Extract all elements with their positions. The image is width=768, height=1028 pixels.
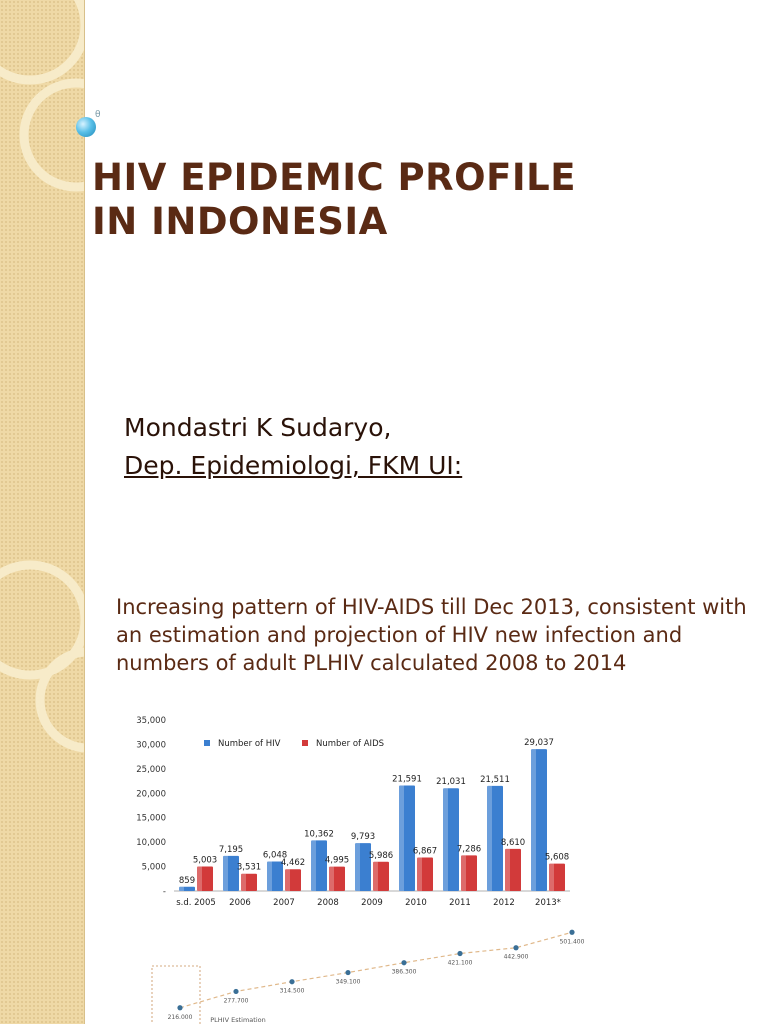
aids-bar-highlight bbox=[241, 874, 246, 891]
plhiv-point bbox=[401, 960, 406, 965]
aids-data-label: 3,531 bbox=[236, 862, 262, 873]
decorative-side-panel bbox=[0, 0, 85, 1024]
bar-chart-svg bbox=[122, 712, 578, 912]
plhiv-data-label: 314.500 bbox=[279, 987, 305, 995]
hiv-bar-highlight bbox=[355, 843, 360, 891]
y-tick-label: 10,000 bbox=[136, 838, 166, 849]
plhiv-point bbox=[569, 930, 574, 935]
hiv-bar-highlight bbox=[267, 861, 272, 891]
aids-bar-highlight bbox=[285, 869, 290, 891]
x-tick-label: 2011 bbox=[449, 898, 471, 908]
y-tick-label: 15,000 bbox=[136, 813, 166, 824]
x-tick-label: 2009 bbox=[361, 898, 383, 908]
plhiv-data-label: 442.900 bbox=[503, 953, 529, 961]
decorative-arcs bbox=[0, 0, 84, 1024]
plhiv-data-label: 501.400 bbox=[559, 938, 585, 946]
hiv-data-label: 9,793 bbox=[350, 832, 376, 843]
hiv-data-label: 7,195 bbox=[218, 844, 244, 855]
aids-bar-highlight bbox=[505, 849, 510, 891]
hiv-bar-highlight bbox=[399, 786, 404, 891]
aids-bar-highlight bbox=[373, 862, 378, 891]
y-tick-label: 30,000 bbox=[136, 740, 166, 751]
x-tick-label: 2007 bbox=[273, 898, 295, 908]
hiv-data-label: 29,037 bbox=[524, 738, 554, 749]
hiv-bar-highlight bbox=[487, 786, 492, 891]
aids-data-label: 4,462 bbox=[280, 858, 306, 869]
hiv-bar-highlight bbox=[311, 840, 316, 891]
x-tick-label: 2010 bbox=[405, 898, 427, 908]
line-chart-svg bbox=[140, 918, 610, 1024]
hiv-data-label: 859 bbox=[178, 875, 196, 886]
hiv-bar-highlight bbox=[443, 788, 448, 891]
aids-data-label: 5,608 bbox=[544, 852, 570, 863]
affiliation: Dep. Epidemiologi, FKM UI: bbox=[124, 451, 463, 480]
plhiv-data-label: 349.100 bbox=[335, 978, 361, 986]
x-tick-label: 2008 bbox=[317, 898, 339, 908]
y-tick-label: 5,000 bbox=[141, 862, 166, 873]
plhiv-line bbox=[180, 932, 572, 1007]
bullet-icon bbox=[76, 117, 96, 137]
hiv-data-label: 21,031 bbox=[436, 777, 466, 788]
aids-data-label: 7,286 bbox=[456, 844, 482, 855]
aids-bar-highlight bbox=[329, 867, 334, 891]
slide-title bbox=[92, 156, 576, 244]
y-tick-label: 20,000 bbox=[136, 789, 166, 800]
plhiv-data-label: 386.300 bbox=[391, 968, 417, 976]
hiv-data-label: 21,591 bbox=[392, 774, 422, 785]
plhiv-data-label: 421.100 bbox=[447, 959, 473, 967]
legend-hiv-label: Number of HIV bbox=[218, 739, 281, 749]
plhiv-point bbox=[289, 979, 294, 984]
bullet-mark: θ bbox=[95, 110, 101, 120]
plhiv-point bbox=[233, 989, 238, 994]
hiv-data-label: 10,362 bbox=[304, 829, 334, 840]
y-tick-label: 25,000 bbox=[136, 764, 166, 775]
plhiv-data-label: 216.000 bbox=[167, 1013, 193, 1021]
hiv-bar-highlight bbox=[223, 856, 228, 891]
plhiv-projection-chart bbox=[140, 918, 610, 1024]
plhiv-point bbox=[177, 1005, 182, 1010]
aids-bar-highlight bbox=[461, 855, 466, 891]
plhiv-point bbox=[345, 970, 350, 975]
plhiv-data-label: 277.700 bbox=[223, 997, 249, 1005]
x-tick-label: s.d. 2005 bbox=[176, 898, 216, 908]
legend-aids-label: Number of AIDS bbox=[316, 739, 385, 749]
aids-bar-highlight bbox=[417, 857, 422, 891]
slide-description: Increasing pattern of HIV-AIDS till Dec 2013, consistent with an estimation and projection of HIV new infection and numbers of adult PLHIV calculated 2008 to 2014 bbox=[116, 595, 747, 675]
aids-bar-highlight bbox=[549, 864, 554, 891]
aids-data-label: 4,995 bbox=[324, 855, 350, 866]
title-line-2: IN INDONESIA bbox=[92, 200, 388, 243]
aids-data-label: 5,003 bbox=[192, 855, 218, 866]
plhiv-point bbox=[457, 951, 462, 956]
aids-bar-highlight bbox=[197, 867, 202, 891]
legend-hiv-swatch bbox=[204, 740, 210, 746]
aids-data-label: 5,986 bbox=[368, 850, 394, 861]
y-tick-label: 35,000 bbox=[136, 716, 166, 726]
author-name: Mondastri K Sudaryo, bbox=[124, 413, 392, 442]
legend-aids-swatch bbox=[302, 740, 308, 746]
hiv-bar-highlight bbox=[531, 749, 536, 891]
hiv-bar-highlight bbox=[179, 887, 184, 891]
title-line-1: HIV EPIDEMIC PROFILE bbox=[92, 156, 576, 199]
x-tick-label: 2012 bbox=[493, 898, 515, 908]
x-tick-label: 2013* bbox=[535, 898, 561, 908]
hiv-data-label: 6,048 bbox=[262, 850, 288, 861]
aids-data-label: 8,610 bbox=[500, 837, 526, 848]
plhiv-point bbox=[513, 945, 518, 950]
hiv-data-label: 21,511 bbox=[480, 774, 510, 785]
aids-data-label: 6,867 bbox=[412, 846, 438, 857]
hiv-aids-bar-chart bbox=[122, 712, 578, 912]
author-block bbox=[124, 409, 462, 485]
plhiv-annotation: PLHIV Estimation bbox=[210, 1016, 266, 1024]
y-tick-label: - bbox=[162, 887, 166, 897]
x-tick-label: 2006 bbox=[229, 898, 251, 908]
